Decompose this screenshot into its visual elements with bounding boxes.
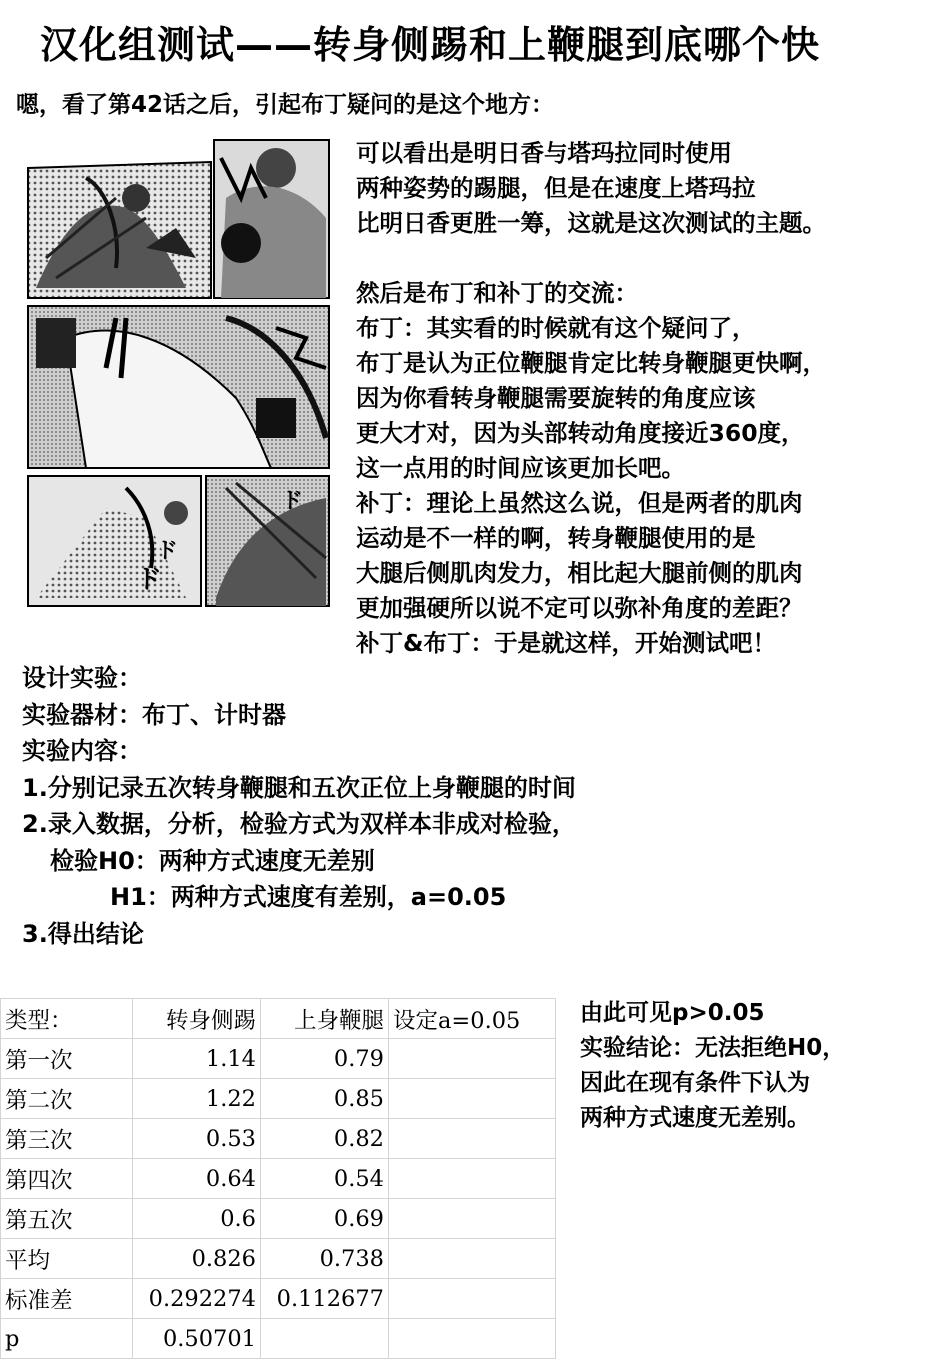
text-line: 补丁&布丁：于是就这样，开始测试吧！: [356, 629, 776, 657]
manga-panel-5: [206, 476, 329, 606]
table-cell: 0.738: [261, 1239, 389, 1279]
table-cell: [389, 1199, 556, 1239]
manga-panels-image: [26, 138, 331, 608]
table-cell: 0.64: [133, 1159, 261, 1199]
table-cell: [389, 1239, 556, 1279]
manga-panel-4: [28, 476, 201, 606]
table-cell: [389, 1079, 556, 1119]
table-row: [1, 1079, 556, 1119]
design-line: 实验内容：: [22, 737, 142, 765]
table-row: [1, 1319, 556, 1359]
text-line: 大腿后侧肌肉发力，相比起大腿前侧的肌肉: [356, 559, 803, 587]
conclusion-text: [580, 996, 845, 1136]
table-cell: 0.826: [133, 1239, 261, 1279]
results-table: [0, 998, 556, 1359]
table-row: [1, 1119, 556, 1159]
table-row: [1, 1239, 556, 1279]
sfx-text-3: ド: [281, 489, 304, 514]
page-title: 汉化组测试——转身侧踢和上鞭腿到底哪个快: [40, 23, 821, 67]
table-cell: 0.69: [261, 1199, 389, 1239]
table-row: [1, 1039, 556, 1079]
intro-text: 嗯，看了第42话之后，引起布丁疑问的是这个地方：: [16, 92, 555, 118]
table-cell: 第三次: [1, 1119, 133, 1159]
table-cell: [389, 1319, 556, 1359]
table-cell: 第二次: [1, 1079, 133, 1119]
text-line: 布丁是认为正位鞭腿肯定比转身鞭腿更快啊，: [356, 349, 826, 377]
manga-panel-3: [28, 306, 329, 468]
table-cell: 标准差: [1, 1279, 133, 1319]
table-cell: 1.22: [133, 1079, 261, 1119]
table-cell: 0.54: [261, 1159, 389, 1199]
table-cell: 0.292274: [133, 1279, 261, 1319]
design-line: 3.得出结论: [22, 919, 144, 948]
conclusion-line: 由此可见p>0.05: [580, 1000, 765, 1026]
header-cell: 类型：: [1, 999, 133, 1039]
text-line: 然后是布丁和补丁的交流：: [356, 279, 638, 307]
table-cell: 0.79: [261, 1039, 389, 1079]
table-cell: 平均: [1, 1239, 133, 1279]
design-line: 设计实验：: [22, 664, 142, 692]
table-cell: 0.53: [133, 1119, 261, 1159]
text-line: 布丁：其实看的时候就有这个疑问了，: [356, 314, 756, 342]
sfx-text-1: ド: [136, 565, 163, 595]
header-cell: 转身侧踢: [133, 999, 261, 1039]
design-line: 实验器材：布丁、计时器: [22, 700, 286, 729]
table-cell: 第一次: [1, 1039, 133, 1079]
table-cell: 第四次: [1, 1159, 133, 1199]
table-cell: p: [1, 1319, 133, 1359]
text-line: 运动是不一样的啊，转身鞭腿使用的是: [356, 524, 756, 552]
design-line: 2.录入数据，分析，检验方式为双样本非成对检验，: [22, 810, 576, 838]
design-line: 检验H0：两种方式速度无差别: [50, 846, 375, 875]
table-cell: [389, 1039, 556, 1079]
table-row: [1, 1279, 556, 1319]
manga-panel-1: [28, 162, 211, 298]
text-line: 可以看出是明日香与塔玛拉同时使用: [356, 139, 732, 167]
table-cell: 0.50701: [133, 1319, 261, 1359]
table-header-row: [1, 999, 556, 1039]
table-row: [1, 1159, 556, 1199]
text-line: 比明日香更胜一筹，这就是这次测试的主题。: [356, 209, 826, 237]
table-cell: 0.112677: [261, 1279, 389, 1319]
table-cell: 0.85: [261, 1079, 389, 1119]
explanation-text: [356, 136, 826, 661]
text-line: 更加强硬所以说不定可以弥补角度的差距？: [356, 594, 803, 622]
conclusion-line: 因此在现有条件下认为: [580, 1070, 810, 1096]
conclusion-line: 实验结论：无法拒绝H0，: [580, 1035, 846, 1061]
text-line: 补丁：理论上虽然这么说，但是两者的肌肉: [356, 489, 803, 517]
table-cell: 0.82: [261, 1119, 389, 1159]
blank-line: [356, 241, 826, 276]
header-cell: 设定a=0.05: [389, 999, 556, 1039]
text-line: 更大才对，因为头部转动角度接近360度，: [356, 419, 805, 447]
text-line: 两种姿势的踢腿，但是在速度上塔玛拉: [356, 174, 756, 202]
design-line: H1：两种方式速度有差别，a=0.05: [110, 883, 507, 911]
table-cell: 0.6: [133, 1199, 261, 1239]
table-cell: [389, 1279, 556, 1319]
text-line: 这一点用的时间应该更加长吧。: [356, 454, 685, 482]
design-line: 1.分别记录五次转身鞭腿和五次正位上身鞭腿的时间: [22, 773, 576, 802]
conclusion-line: 两种方式速度无差别。: [580, 1105, 810, 1131]
table-cell: 第五次: [1, 1199, 133, 1239]
text-line: 因为你看转身鞭腿需要旋转的角度应该: [356, 384, 756, 412]
header-cell: 上身鞭腿: [261, 999, 389, 1039]
experiment-design: [22, 660, 576, 952]
table-cell: [389, 1159, 556, 1199]
manga-panel-2: [214, 140, 329, 298]
table-cell: [261, 1319, 389, 1359]
sfx-text-2: ド: [156, 539, 179, 564]
table-cell: 1.14: [133, 1039, 261, 1079]
table-row: [1, 1199, 556, 1239]
table-cell: [389, 1119, 556, 1159]
